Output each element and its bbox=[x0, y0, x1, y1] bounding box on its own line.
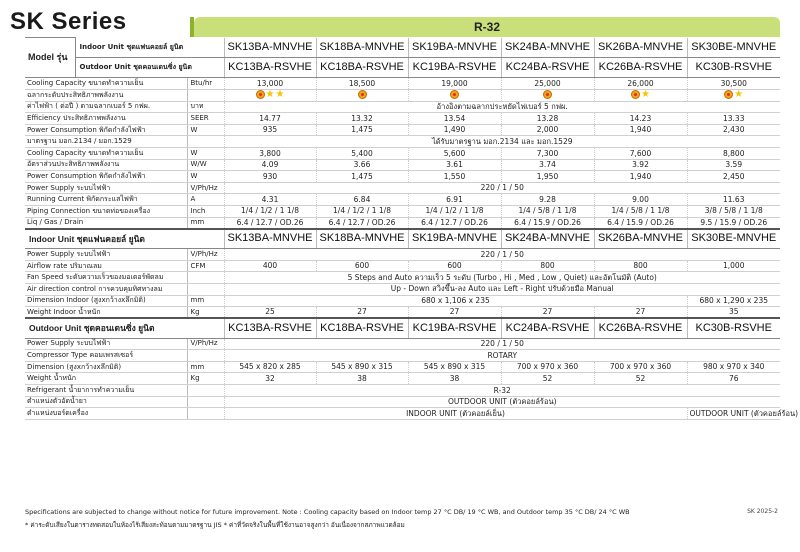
spec-value: 3.66 bbox=[316, 159, 408, 171]
spec-value: 400 bbox=[224, 260, 316, 272]
spec-span-value: อ้างอิงตามฉลากประหยัดไฟเบอร์ 5 กฟผ. bbox=[224, 101, 780, 113]
spec-unit: Inch bbox=[187, 205, 224, 217]
energy-badge-icon bbox=[450, 90, 459, 99]
spec-value: 1/4 / 1/2 / 1 1/8 bbox=[224, 205, 316, 217]
footnote-2: * ค่าระดับเสียงในตารางทดสอบในห้องไร้เสียงสะท้อนตามมาตรฐาน JIS * ค่าที่วัดจริงในพื้นที่ใช้งานอาจสูงกว่า อันเนื่องจากสภาพแวดล้อม bbox=[25, 521, 405, 529]
outdoor-section-model: KC19BA-RSVHE bbox=[408, 318, 501, 338]
spec-value: 3,800 bbox=[224, 147, 316, 159]
spec-value: 14.23 bbox=[594, 113, 687, 125]
spec-value: 26,000 bbox=[594, 78, 687, 90]
spec-label: Running Current พิกัดกระแสไฟฟ้า bbox=[25, 194, 187, 206]
outdoor-model: KC26BA-RSVHE bbox=[594, 58, 687, 78]
spec-row bbox=[25, 260, 780, 272]
spec-label: ค่าไฟฟ้า ( ต่อปี ) ตามฉลากเบอร์ 5 กฟผ. bbox=[25, 101, 187, 113]
spec-value: OUTDOOR UNIT (ตัวคอยล์ร้อน) bbox=[687, 408, 780, 420]
spec-row bbox=[25, 396, 780, 408]
energy-label-icon bbox=[631, 90, 650, 100]
spec-value: 7,600 bbox=[594, 147, 687, 159]
spec-unit bbox=[187, 408, 224, 420]
spec-span-value: 680 x 1,106 x 235 bbox=[224, 295, 687, 307]
energy-badge-icon bbox=[724, 90, 733, 99]
spec-row bbox=[25, 350, 780, 362]
spec-value: 935 bbox=[224, 124, 316, 136]
energy-label-cell bbox=[687, 89, 780, 101]
indoor-section-model: SK26BA-MNVHE bbox=[594, 229, 687, 249]
spec-value: 9.00 bbox=[594, 194, 687, 206]
spec-value: 545 x 890 x 315 bbox=[316, 361, 408, 373]
spec-value: 1,490 bbox=[408, 124, 501, 136]
spec-value: 6.84 bbox=[316, 194, 408, 206]
outdoor-model: KC13BA-RSVHE bbox=[224, 58, 316, 78]
star-icon: ★ bbox=[265, 88, 275, 100]
spec-span-value: 220 / 1 / 50 bbox=[224, 249, 780, 261]
indoor-section-model: SK13BA-MNVHE bbox=[224, 229, 316, 249]
spec-label: Compressor Type คอมเพรสเซอร์ bbox=[25, 350, 187, 362]
spec-unit bbox=[187, 385, 224, 397]
indoor-model: SK18BA-MNVHE bbox=[316, 38, 408, 58]
spec-unit: A bbox=[187, 194, 224, 206]
spec-value: 545 x 890 x 315 bbox=[408, 361, 501, 373]
energy-label-icon bbox=[450, 90, 459, 99]
spec-span-value: INDOOR UNIT (ตัวคอยล์เย็น) bbox=[224, 408, 687, 420]
spec-value: 7,300 bbox=[501, 147, 594, 159]
energy-label-cell bbox=[224, 89, 316, 101]
spec-row bbox=[25, 78, 780, 90]
star-icon: ★ bbox=[641, 88, 650, 100]
spec-value: 13.32 bbox=[316, 113, 408, 125]
spec-row bbox=[25, 89, 780, 101]
spec-value: 38 bbox=[408, 373, 501, 385]
spec-span-value: 5 Steps and Auto ความเร็ว 5 ระดับ (Turbo , Hi , Med , Low , Quiet) และอัตโนมัติ (Auto) bbox=[224, 272, 780, 284]
spec-value: 800 bbox=[594, 260, 687, 272]
spec-label: Liq / Gas / Drain bbox=[25, 217, 187, 229]
spec-span-value: OUTDOOR UNIT (ตัวคอยล์ร้อน) bbox=[224, 396, 780, 408]
spec-value: 4.09 bbox=[224, 159, 316, 171]
energy-badge-icon bbox=[543, 90, 552, 99]
energy-label-icon bbox=[543, 90, 552, 99]
spec-unit: Kg bbox=[187, 307, 224, 319]
spec-value: 700 x 970 x 360 bbox=[501, 361, 594, 373]
spec-value: 9.28 bbox=[501, 194, 594, 206]
energy-label-cell bbox=[501, 89, 594, 101]
spec-value: 1,475 bbox=[316, 171, 408, 183]
energy-badge-icon bbox=[631, 90, 640, 99]
spec-label: Refrigerant น้ำยาการทำความเย็น bbox=[25, 385, 187, 397]
spec-unit: mm bbox=[187, 295, 224, 307]
spec-value: 13.28 bbox=[501, 113, 594, 125]
spec-unit: W bbox=[187, 124, 224, 136]
indoor-model: SK19BA-MNVHE bbox=[408, 38, 501, 58]
outdoor-section-model: KC30B-RSVHE bbox=[687, 318, 780, 338]
spec-value: 9.5 / 15.9 / OD.26 bbox=[687, 217, 780, 229]
spec-value: 1/4 / 5/8 / 1 1/8 bbox=[501, 205, 594, 217]
energy-label-cell bbox=[594, 89, 687, 101]
energy-label-cell bbox=[316, 89, 408, 101]
spec-value: 1/4 / 1/2 / 1 1/8 bbox=[316, 205, 408, 217]
spec-unit: Kg bbox=[187, 373, 224, 385]
spec-row bbox=[25, 182, 780, 194]
spec-row bbox=[25, 159, 780, 171]
spec-value: 52 bbox=[501, 373, 594, 385]
spec-value: 38 bbox=[316, 373, 408, 385]
indoor-model: SK24BA-MNVHE bbox=[501, 38, 594, 58]
spec-label: Weight Indoor น้ำหนัก bbox=[25, 307, 187, 319]
spec-value: 3/8 / 5/8 / 1 1/8 bbox=[687, 205, 780, 217]
outdoor-section-model: KC26BA-RSVHE bbox=[594, 318, 687, 338]
spec-row bbox=[25, 101, 780, 113]
spec-label: Power Consumption พิกัดกำลังไฟฟ้า bbox=[25, 171, 187, 183]
spec-unit: CFM bbox=[187, 260, 224, 272]
spec-row bbox=[25, 272, 780, 284]
spec-label: Efficiency ประสิทธิภาพพลังงาน bbox=[25, 113, 187, 125]
spec-label: Power Supply ระบบไฟฟ้า bbox=[25, 182, 187, 194]
spec-label: Cooling Capacity ขนาดทำความเย็น bbox=[25, 147, 187, 159]
spec-row bbox=[25, 171, 780, 183]
spec-value: 32 bbox=[224, 373, 316, 385]
spec-row bbox=[25, 295, 780, 307]
spec-unit: V/Ph/Hz bbox=[187, 182, 224, 194]
spec-value: 1,550 bbox=[408, 171, 501, 183]
spec-row bbox=[25, 147, 780, 159]
spec-label: Cooling Capacity ขนาดทำความเย็น bbox=[25, 78, 187, 90]
spec-row bbox=[25, 217, 780, 229]
spec-value: 27 bbox=[408, 307, 501, 319]
spec-value: 1,000 bbox=[687, 260, 780, 272]
spec-value: 6.4 / 12.7 / OD.26 bbox=[316, 217, 408, 229]
spec-value: 2,000 bbox=[501, 124, 594, 136]
spec-value: 2,450 bbox=[687, 171, 780, 183]
energy-label-icon bbox=[358, 90, 367, 99]
spec-value: 25 bbox=[224, 307, 316, 319]
spec-value: 3.61 bbox=[408, 159, 501, 171]
spec-span-value: R-32 bbox=[224, 385, 780, 397]
spec-label: ตำแหน่งตัวอัดน้ำยา bbox=[25, 396, 187, 408]
indoor-unit-row-label: Indoor Unit ชุดแฟนคอยล์ ยูนิต bbox=[75, 38, 224, 58]
spec-value: 13.33 bbox=[687, 113, 780, 125]
spec-value: 35 bbox=[687, 307, 780, 319]
spec-unit: W bbox=[187, 147, 224, 159]
spec-unit: V/Ph/Hz bbox=[187, 249, 224, 261]
spec-span-value: ROTARY bbox=[224, 350, 780, 362]
spec-value: 6.4 / 15.9 / OD.26 bbox=[594, 217, 687, 229]
spec-value: 52 bbox=[594, 373, 687, 385]
series-title: SK Series bbox=[10, 8, 127, 35]
spec-label: ตำแหน่งบอร์ดเครื่อง bbox=[25, 408, 187, 420]
spec-label: Air direction control การควบคุมทิศทางลม bbox=[25, 283, 187, 295]
outdoor-model: KC19BA-RSVHE bbox=[408, 58, 501, 78]
outdoor-model: KC30B-RSVHE bbox=[687, 58, 780, 78]
spec-unit bbox=[187, 396, 224, 408]
spec-row bbox=[25, 113, 780, 125]
indoor-section-model: SK24BA-MNVHE bbox=[501, 229, 594, 249]
spec-value: 30,500 bbox=[687, 78, 780, 90]
spec-row bbox=[25, 136, 780, 148]
spec-unit: mm bbox=[187, 217, 224, 229]
spec-value: 1,475 bbox=[316, 124, 408, 136]
spec-value: 600 bbox=[408, 260, 501, 272]
spec-value: 6.4 / 15.9 / OD.26 bbox=[501, 217, 594, 229]
spec-label: Airflow rate ปริมาณลม bbox=[25, 260, 187, 272]
spec-unit: Btu/hr bbox=[187, 78, 224, 90]
energy-label-icon bbox=[256, 90, 285, 100]
star-icon: ★ bbox=[275, 88, 285, 100]
spec-label: Piping Connection ขนาดท่อของเครื่อง bbox=[25, 205, 187, 217]
spec-label: มาตรฐาน มอก.2134 / มอก.1529 bbox=[25, 136, 187, 148]
indoor-section-model: SK18BA-MNVHE bbox=[316, 229, 408, 249]
spec-value: 6.4 / 12.7 / OD.26 bbox=[408, 217, 501, 229]
spec-label: Dimension Indoor (สูงxกว้างxลึกมิติ) bbox=[25, 295, 187, 307]
indoor-section-title: Indoor Unit ชุดแฟนคอยล์ ยูนิต bbox=[25, 229, 224, 249]
spec-label: Power Consumption พิกัดกำลังไฟฟ้า bbox=[25, 124, 187, 136]
spec-value: 13.54 bbox=[408, 113, 501, 125]
indoor-model: SK13BA-MNVHE bbox=[224, 38, 316, 58]
spec-value: 800 bbox=[501, 260, 594, 272]
document-id: SK 2025-2 bbox=[747, 508, 778, 515]
spec-unit bbox=[187, 350, 224, 362]
spec-value: 27 bbox=[594, 307, 687, 319]
spec-value: 3.92 bbox=[594, 159, 687, 171]
spec-value: 25,000 bbox=[501, 78, 594, 90]
spec-row bbox=[25, 249, 780, 261]
spec-row bbox=[25, 373, 780, 385]
spec-span-value: 220 / 1 / 50 bbox=[224, 182, 780, 194]
spec-span-value: Up - Down สวิงขึ้น-ลง Auto และ Left - Right ปรับด้วยมือ Manual bbox=[224, 283, 780, 295]
spec-value: 3.59 bbox=[687, 159, 780, 171]
spec-value: 18,500 bbox=[316, 78, 408, 90]
spec-value: 11.63 bbox=[687, 194, 780, 206]
spec-value: 19,000 bbox=[408, 78, 501, 90]
spec-value: 14.77 bbox=[224, 113, 316, 125]
spec-label: Power Supply ระบบไฟฟ้า bbox=[25, 249, 187, 261]
spec-row bbox=[25, 385, 780, 397]
spec-row bbox=[25, 194, 780, 206]
spec-value: 27 bbox=[316, 307, 408, 319]
indoor-model: SK30BE-MNVHE bbox=[687, 38, 780, 58]
star-icon: ★ bbox=[734, 88, 744, 100]
spec-unit bbox=[187, 272, 224, 284]
spec-row bbox=[25, 205, 780, 217]
spec-value: 13,000 bbox=[224, 78, 316, 90]
outdoor-unit-row-label: Outdoor Unit ชุดคอนเดนซิ่ง ยูนิต bbox=[75, 58, 224, 78]
outdoor-model: KC18BA-RSVHE bbox=[316, 58, 408, 78]
spec-row bbox=[25, 361, 780, 373]
outdoor-model: KC24BA-RSVHE bbox=[501, 58, 594, 78]
outdoor-section-model: KC24BA-RSVHE bbox=[501, 318, 594, 338]
outdoor-section-model: KC18BA-RSVHE bbox=[316, 318, 408, 338]
spec-row bbox=[25, 307, 780, 319]
spec-label: Dimension (สูงxกว้างxลึกมิติ) bbox=[25, 361, 187, 373]
spec-value: 5,600 bbox=[408, 147, 501, 159]
spec-value: 6.91 bbox=[408, 194, 501, 206]
spec-unit: W/W bbox=[187, 159, 224, 171]
spec-value: 3.74 bbox=[501, 159, 594, 171]
spec-value: 2,430 bbox=[687, 124, 780, 136]
spec-unit bbox=[187, 283, 224, 295]
energy-label-cell bbox=[408, 89, 501, 101]
footnote-1: Specifications are subjected to change without notice for future improvement. Note : Cooling capacity based on Indoor temp 27 °C DB/ 19 °C WB, and Outdoor temp 35 °C DB/ 24 °C WB bbox=[25, 508, 630, 516]
spec-value: 76 bbox=[687, 373, 780, 385]
spec-value: 930 bbox=[224, 171, 316, 183]
spec-row bbox=[25, 408, 780, 420]
outdoor-section-model: KC13BA-RSVHE bbox=[224, 318, 316, 338]
spec-value: 1/4 / 5/8 / 1 1/8 bbox=[594, 205, 687, 217]
spec-table bbox=[25, 37, 799, 420]
spec-value: 1/4 / 1/2 / 1 1/8 bbox=[408, 205, 501, 217]
spec-value: 6.4 / 12.7 / OD.26 bbox=[224, 217, 316, 229]
spec-value: 545 x 820 x 285 bbox=[224, 361, 316, 373]
spec-value: 1,940 bbox=[594, 171, 687, 183]
spec-label: Fan Speed ระดับความเร็วของมอเตอร์พัดลม bbox=[25, 272, 187, 284]
energy-badge-icon bbox=[256, 90, 265, 99]
spec-value: 680 x 1,290 x 235 bbox=[687, 295, 780, 307]
spec-row bbox=[25, 283, 780, 295]
spec-value: 1,940 bbox=[594, 124, 687, 136]
spec-value: 5,400 bbox=[316, 147, 408, 159]
spec-span-value: 220 / 1 / 50 bbox=[224, 338, 780, 350]
spec-label: อัตราส่วนประสิทธิภาพพลังงาน bbox=[25, 159, 187, 171]
spec-span-value: ได้รับมาตรฐาน มอก.2134 และ มอก.1529 bbox=[224, 136, 780, 148]
spec-value: 700 x 970 x 360 bbox=[594, 361, 687, 373]
energy-badge-icon bbox=[358, 90, 367, 99]
spec-label: Weight น้ำหนัก bbox=[25, 373, 187, 385]
energy-label-icon bbox=[724, 90, 743, 100]
spec-value: 8,800 bbox=[687, 147, 780, 159]
spec-value: 980 x 970 x 340 bbox=[687, 361, 780, 373]
spec-label: ฉลากระดับประสิทธิภาพพลังงาน bbox=[25, 89, 187, 101]
spec-value: 600 bbox=[316, 260, 408, 272]
spec-value: 1,950 bbox=[501, 171, 594, 183]
indoor-section-model: SK19BA-MNVHE bbox=[408, 229, 501, 249]
spec-unit: W bbox=[187, 171, 224, 183]
spec-unit: V/Ph/Hz bbox=[187, 338, 224, 350]
spec-unit bbox=[187, 89, 224, 101]
model-label: Model รุ่น bbox=[25, 38, 75, 78]
outdoor-section-title: Outdoor Unit ชุดคอนเดนซิ่ง ยูนิต bbox=[25, 318, 224, 338]
spec-row bbox=[25, 338, 780, 350]
spec-unit: mm bbox=[187, 361, 224, 373]
spec-value: 27 bbox=[501, 307, 594, 319]
spec-label: Power Supply ระบบไฟฟ้า bbox=[25, 338, 187, 350]
spec-value: 4.31 bbox=[224, 194, 316, 206]
indoor-model: SK26BA-MNVHE bbox=[594, 38, 687, 58]
spec-unit: SEER bbox=[187, 113, 224, 125]
spec-row bbox=[25, 124, 780, 136]
spec-unit: บาท bbox=[187, 101, 224, 113]
indoor-section-model: SK30BE-MNVHE bbox=[687, 229, 780, 249]
refrigerant-header: R-32 bbox=[194, 17, 780, 37]
spec-unit bbox=[187, 136, 224, 148]
